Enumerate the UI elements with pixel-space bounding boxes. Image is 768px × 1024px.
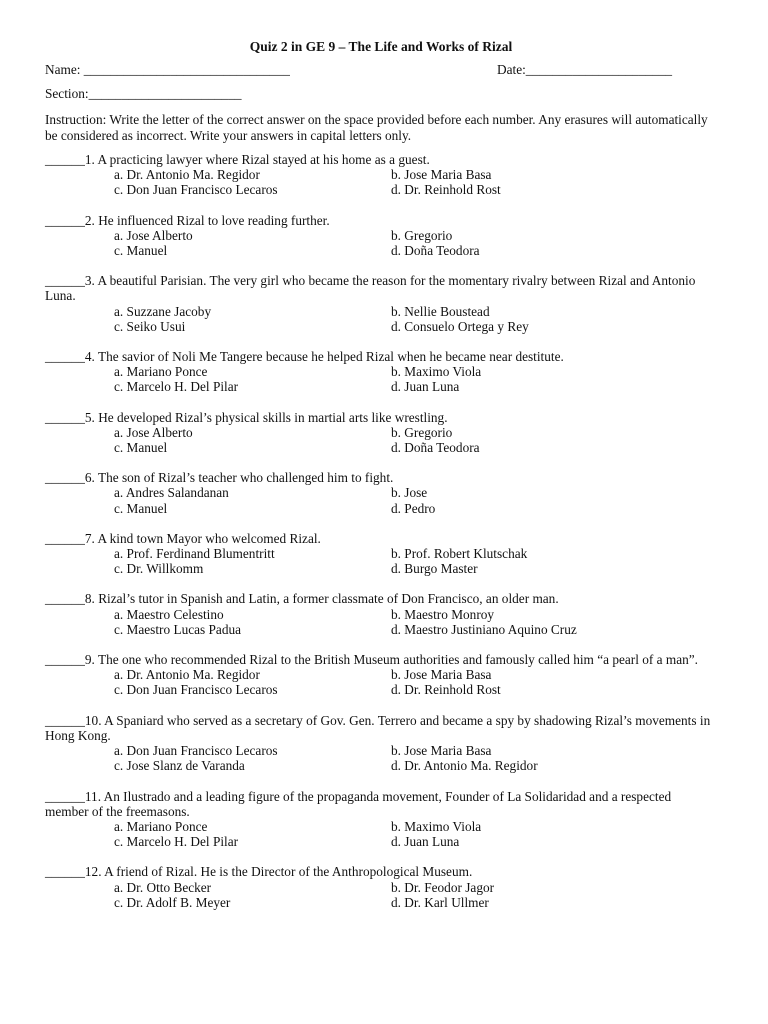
- question-stem: ______1. A practicing lawyer where Rizal stayed at his home as a guest.: [45, 152, 430, 167]
- question-item: [45, 213, 717, 259]
- question-stem: ______12. A friend of Rizal. He is the Director of the Anthropological Museum.: [45, 864, 473, 880]
- answer-choice: b. Prof. Robert Klutschak: [391, 546, 528, 562]
- name-date-row: [45, 62, 717, 86]
- answer-choice: b. Jose Maria Basa: [391, 167, 492, 183]
- question-item: [45, 152, 717, 198]
- answer-choice: d. Juan Luna: [391, 834, 460, 850]
- date-field[interactable]: Date:______________________: [497, 62, 673, 77]
- choice-grid: [45, 304, 717, 334]
- question-spacer: [45, 774, 717, 789]
- choice-grid: [45, 228, 717, 258]
- answer-choice: c. Manuel: [114, 243, 168, 259]
- question-spacer: [45, 455, 717, 470]
- answer-choice: a. Suzzane Jacoby: [114, 303, 212, 319]
- question-list: [45, 152, 717, 910]
- question-spacer: [45, 198, 717, 213]
- answer-choice: c. Maestro Lucas Padua: [114, 621, 242, 637]
- choice-grid: [45, 607, 717, 637]
- question-spacer: [45, 576, 717, 591]
- answer-choice: a. Dr. Otto Becker: [114, 879, 212, 895]
- answer-choice: a. Dr. Antonio Ma. Regidor: [114, 167, 260, 183]
- question-spacer: [45, 849, 717, 864]
- choice-grid: [45, 425, 717, 455]
- question-stem: ______9. The one who recommended Rizal to the British Museum authorities and famously called him “a pearl of a man”.: [45, 652, 698, 668]
- answer-choice: b. Dr. Feodor Jagor: [391, 879, 495, 895]
- choice-grid: [45, 546, 717, 576]
- choice-grid: [45, 880, 717, 910]
- section-field[interactable]: Section:_______________________: [45, 86, 242, 101]
- answer-choice: d. Juan Luna: [391, 379, 460, 395]
- answer-choice: b. Jose: [391, 485, 428, 501]
- answer-choice: d. Doña Teodora: [391, 440, 480, 456]
- question-item: [45, 652, 717, 698]
- choice-grid: [45, 819, 717, 849]
- answer-choice: d. Consuelo Ortega y Rey: [391, 318, 529, 334]
- question-stem: ______6. The son of Rizal’s teacher who challenged him to fight.: [45, 470, 394, 486]
- answer-choice: c. Dr. Willkomm: [114, 561, 204, 577]
- answer-choice: c. Don Juan Francisco Lecaros: [114, 682, 278, 698]
- question-item: [45, 410, 717, 456]
- answer-choice: d. Dr. Reinhold Rost: [391, 682, 501, 698]
- answer-choice: a. Mariano Ponce: [114, 818, 208, 834]
- choice-grid: [45, 167, 717, 197]
- answer-choice: b. Nellie Boustead: [391, 303, 490, 319]
- answer-choice: b. Gregorio: [391, 424, 453, 440]
- answer-choice: d. Burgo Master: [391, 561, 478, 577]
- answer-choice: a. Mariano Ponce: [114, 364, 208, 380]
- answer-choice: a. Jose Alberto: [114, 424, 193, 440]
- answer-choice: d. Doña Teodora: [391, 243, 480, 259]
- answer-choice: b. Maestro Monroy: [391, 606, 495, 622]
- answer-choice: a. Maestro Celestino: [114, 606, 224, 622]
- answer-choice: a. Prof. Ferdinand Blumentritt: [114, 546, 275, 562]
- choice-grid: [45, 364, 717, 394]
- choice-grid: [45, 743, 717, 773]
- question-stem: ______10. A Spaniard who served as a secretary of Gov. Gen. Terrero and became a spy by shadowing Rizal’s movements in Hong Kong.: [45, 712, 711, 743]
- answer-choice: a. Jose Alberto: [114, 227, 193, 243]
- question-stem: ______5. He developed Rizal’s physical skills in martial arts like wrestling.: [45, 409, 448, 425]
- answer-choice: a. Don Juan Francisco Lecaros: [114, 743, 278, 759]
- answer-choice: d. Maestro Justiniano Aquino Cruz: [391, 621, 577, 637]
- question-stem: ______7. A kind town Mayor who welcomed Rizal.: [45, 530, 321, 546]
- question-item: [45, 789, 717, 850]
- answer-choice: b. Maximo Viola: [391, 364, 482, 380]
- answer-choice: a. Andres Salandanan: [114, 485, 229, 501]
- question-spacer: [45, 258, 717, 273]
- answer-choice: b. Jose Maria Basa: [391, 743, 492, 759]
- question-spacer: [45, 698, 717, 713]
- question-spacer: [45, 516, 717, 531]
- answer-choice: c. Dr. Adolf B. Meyer: [114, 894, 231, 910]
- question-item: [45, 713, 717, 774]
- answer-choice: d. Dr. Antonio Ma. Regidor: [391, 758, 538, 774]
- name-field[interactable]: Name: _______________________________: [45, 62, 290, 77]
- section-row: [45, 86, 717, 110]
- question-stem: ______2. He influenced Rizal to love reading further.: [45, 212, 330, 228]
- question-stem: ______3. A beautiful Parisian. The very girl who became the reason for the momentary rivalry between Rizal and Antonio Luna.: [45, 273, 696, 304]
- answer-choice: d. Dr. Karl Ullmer: [391, 894, 489, 910]
- answer-choice: c. Don Juan Francisco Lecaros: [114, 182, 278, 198]
- answer-choice: c. Manuel: [114, 500, 168, 516]
- question-spacer: [45, 395, 717, 410]
- question-item: [45, 864, 717, 910]
- answer-choice: d. Dr. Reinhold Rost: [391, 182, 501, 198]
- question-spacer: [45, 637, 717, 652]
- choice-grid: [45, 485, 717, 515]
- answer-choice: c. Manuel: [114, 440, 168, 456]
- question-stem: ______8. Rizal’s tutor in Spanish and Latin, a former classmate of Don Francisco, an older man.: [45, 591, 559, 607]
- question-stem: ______11. An Ilustrado and a leading figure of the propaganda movement, Founder of La Solidaridad and a respected member of the freemasons.: [45, 788, 672, 819]
- answer-choice: b. Maximo Viola: [391, 818, 482, 834]
- choice-grid: [45, 667, 717, 697]
- question-item: [45, 591, 717, 637]
- answer-choice: c. Jose Slanz de Varanda: [114, 758, 245, 774]
- answer-choice: a. Dr. Antonio Ma. Regidor: [114, 667, 260, 683]
- question-spacer: [45, 334, 717, 349]
- question-item: [45, 470, 717, 516]
- answer-choice: c. Marcelo H. Del Pilar: [114, 834, 239, 850]
- answer-choice: b. Gregorio: [391, 227, 453, 243]
- question-item: [45, 531, 717, 577]
- answer-choice: c. Seiko Usui: [114, 318, 186, 334]
- quiz-page: [45, 38, 717, 910]
- answer-choice: d. Pedro: [391, 500, 436, 516]
- answer-choice: b. Jose Maria Basa: [391, 667, 492, 683]
- question-item: [45, 273, 717, 334]
- instruction-text: Instruction: Write the letter of the correct answer on the space provided before each number. Any erasures will automatically be considered as incorrect. Write your answers in capital letters only.: [45, 112, 708, 143]
- quiz-title: Quiz 2 in GE 9 – The Life and Works of Rizal: [249, 39, 513, 54]
- question-stem: ______4. The savior of Noli Me Tangere because he helped Rizal when he became near destitute.: [45, 349, 564, 365]
- answer-choice: c. Marcelo H. Del Pilar: [114, 379, 239, 395]
- question-item: [45, 349, 717, 395]
